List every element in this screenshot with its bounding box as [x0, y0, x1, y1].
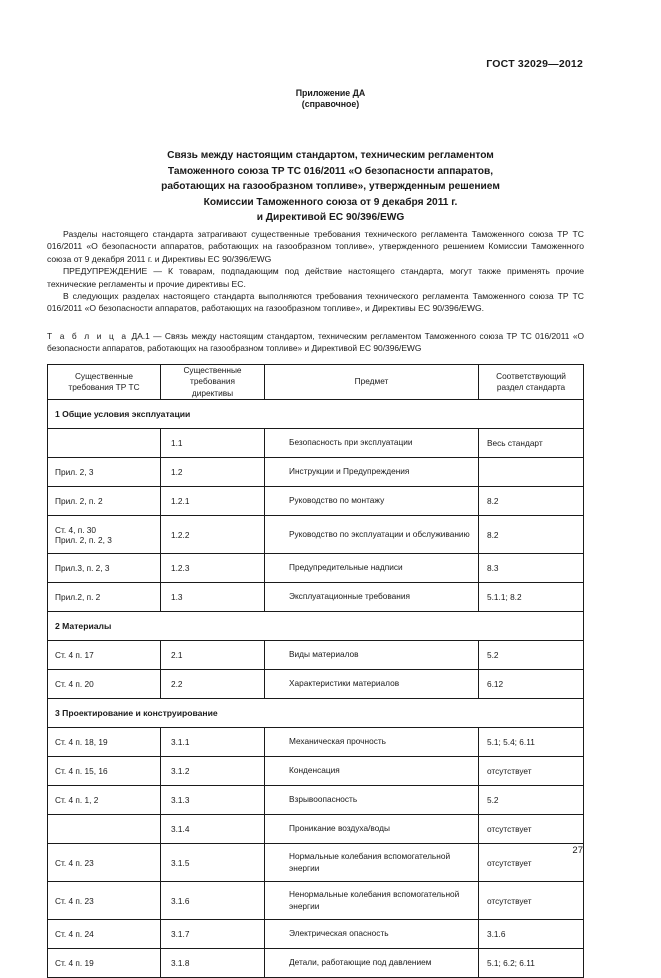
cell-corresponding-section: 6.12 [479, 670, 584, 699]
column-header-corresponding-section [479, 365, 584, 400]
column-header-line: требования [190, 376, 235, 387]
cell-essential-requirements-directive: 3.1.7 [161, 920, 265, 949]
cell-corresponding-section: 8.2 [479, 516, 584, 554]
table-row [48, 641, 584, 670]
page-number: 27 [572, 845, 583, 856]
table-header [48, 365, 584, 400]
cell-essential-requirements-trts: Ст. 4 п. 19 [48, 949, 161, 978]
appendix-main-title [0, 148, 661, 226]
cell-subject: Конденсация [265, 757, 479, 786]
cell-essential-requirements-trts: Ст. 4 п. 1, 2 [48, 786, 161, 815]
table-section-heading-row [48, 699, 584, 728]
table-row [48, 458, 584, 487]
annex-heading-block [0, 88, 661, 111]
cell-essential-requirements-directive: 1.2 [161, 458, 265, 487]
column-header-line: Соответствующий [496, 370, 566, 381]
annex-subtitle: (справочное) [301, 99, 360, 110]
cell-subject: Механическая прочность [265, 728, 479, 757]
cell-corresponding-section: 5.1.1; 8.2 [479, 583, 584, 612]
cell-essential-requirements-directive: 1.1 [161, 429, 265, 458]
appendix-main-title-line-4: Комиссии Таможенного союза от 9 декабря 2011 г. [203, 196, 458, 208]
cell-essential-requirements-directive: 1.2.2 [161, 516, 265, 554]
cell-subject: Характеристики материалов [265, 670, 479, 699]
cell-corresponding-section: 5.2 [479, 786, 584, 815]
cell-corresponding-section: 8.3 [479, 554, 584, 583]
column-header-subject: Предмет [265, 365, 479, 400]
cell-essential-requirements-directive: 3.1.1 [161, 728, 265, 757]
cell-essential-requirements-trts: Прил.2, п. 2 [48, 583, 161, 612]
cell-subject: Детали, работающие под давлением [265, 949, 479, 978]
cell-corresponding-section: отсутствует [479, 757, 584, 786]
cell-essential-requirements-trts [48, 516, 161, 554]
table-row [48, 920, 584, 949]
cell-essential-requirements-trts: Ст. 4 п. 23 [48, 844, 161, 882]
table-caption-number: ДА.1 [131, 331, 150, 341]
cell-text-line: Ст. 4, п. 30 [55, 524, 97, 535]
cell-essential-requirements-directive: 3.1.2 [161, 757, 265, 786]
table-row [48, 757, 584, 786]
cell-essential-requirements-directive: 3.1.8 [161, 949, 265, 978]
cell-subject: Ненормальные колебания вспомогательной энергии [265, 882, 479, 920]
table-row [48, 949, 584, 978]
appendix-main-title-line-5: и Директивой ЕС 90/396/EWG [256, 212, 405, 223]
cell-subject: Предупредительные надписи [265, 554, 479, 583]
column-header-line: требования ТР ТС [68, 382, 140, 392]
cell-corresponding-section: Весь стандарт [479, 429, 584, 458]
table-section-heading: 1 Общие условия эксплуатации [48, 400, 584, 429]
cell-essential-requirements-directive: 2.1 [161, 641, 265, 670]
cell-essential-requirements-directive: 2.2 [161, 670, 265, 699]
cell-subject: Инструкции и Предупреждения [265, 458, 479, 487]
cell-essential-requirements-trts [48, 429, 161, 458]
cell-essential-requirements-directive: 1.2.1 [161, 487, 265, 516]
cell-subject: Нормальные колебания вспомогательной энергии [265, 844, 479, 882]
cell-subject: Взрывоопасность [265, 786, 479, 815]
appendix-main-title-line-3: работающих на газообразном топливе», утвержденным решением [161, 181, 500, 192]
table-section-heading-row [48, 612, 584, 641]
table-row [48, 815, 584, 844]
annex-title: Приложение ДА [295, 88, 366, 98]
column-header-essential-requirements-directive [161, 365, 265, 400]
table-row [48, 728, 584, 757]
cell-corresponding-section: 3.1.6 [479, 920, 584, 949]
table-row [48, 844, 584, 882]
cell-subject: Эксплуатационные требования [265, 583, 479, 612]
table-row [48, 786, 584, 815]
cell-subject: Руководство по эксплуатации и обслуживанию [265, 516, 479, 554]
cell-subject: Электрическая опасность [265, 920, 479, 949]
cell-corresponding-section [479, 458, 584, 487]
table-row [48, 429, 584, 458]
cell-essential-requirements-trts: Ст. 4 п. 24 [48, 920, 161, 949]
cell-essential-requirements-directive: 3.1.4 [161, 815, 265, 844]
appendix-main-title-line-2: Таможенного союза ТР ТС 016/2011 «О безопасности аппаратов, [167, 165, 494, 177]
table-caption-dash: — [153, 331, 162, 341]
table-body [48, 400, 584, 978]
appendix-main-title-line-1: Связь между настоящим стандартом, техническим регламентом [167, 150, 494, 161]
table-row [48, 516, 584, 554]
table-header-row [48, 365, 584, 400]
paragraph-3: В следующих разделах настоящего стандарта выполняются требования технического регламента Таможенного союза ТР ТС 016/2011 «О безопасности аппаратов, работающих на газообразном топливе», и Директивы ЕС 90/396/EWG. [47, 290, 584, 314]
cell-text-line: Прил. 2, п. 2, 3 [55, 534, 112, 545]
column-header-line: директивы [191, 387, 234, 398]
cell-subject: Виды материалов [265, 641, 479, 670]
cell-essential-requirements-trts: Прил. 2, 3 [48, 458, 161, 487]
table-row [48, 670, 584, 699]
table-caption-label: Т а б л и ц а [47, 331, 129, 341]
column-header-line: Существенные [183, 365, 242, 376]
table-row [48, 583, 584, 612]
column-header-line: Существенные [74, 370, 134, 381]
cell-corresponding-section: отсутствует [479, 844, 584, 882]
cell-subject: Руководство по монтажу [265, 487, 479, 516]
cell-essential-requirements-trts: Ст. 4 п. 18, 19 [48, 728, 161, 757]
cell-essential-requirements-directive: 1.3 [161, 583, 265, 612]
cell-essential-requirements-directive: 1.2.3 [161, 554, 265, 583]
cell-subject: Проникание воздуха/воды [265, 815, 479, 844]
cell-essential-requirements-trts: Прил.3, п. 2, 3 [48, 554, 161, 583]
compliance-table [47, 364, 584, 978]
column-header-line: раздел стандарта [496, 382, 566, 392]
table-row [48, 554, 584, 583]
cell-corresponding-section: отсутствует [479, 882, 584, 920]
cell-essential-requirements-trts [48, 815, 161, 844]
paragraph-1: Разделы настоящего стандарта затрагивают существенные требования технического регламента Таможенного союза ТР ТС 016/2011 «О безопасности аппаратов, работающих на газообразном топливе», утвержденного решением Комиссии Таможенного союза от 9 декабря 2011 г. и Директивы ЕС 90/396/EWG [47, 229, 584, 264]
table-section-heading: 2 Материалы [48, 612, 584, 641]
table-section-heading-row [48, 400, 584, 429]
column-header-essential-requirements-trts [48, 365, 161, 400]
cell-essential-requirements-trts: Ст. 4 п. 23 [48, 882, 161, 920]
cell-essential-requirements-trts: Ст. 4 п. 15, 16 [48, 757, 161, 786]
cell-essential-requirements-directive: 3.1.6 [161, 882, 265, 920]
cell-subject: Безопасность при эксплуатации [265, 429, 479, 458]
cell-corresponding-section: 8.2 [479, 487, 584, 516]
cell-essential-requirements-trts: Ст. 4 п. 17 [48, 641, 161, 670]
cell-corresponding-section: 5.1; 5.4; 6.11 [479, 728, 584, 757]
body-paragraphs [47, 228, 584, 315]
paragraph-2: ПРЕДУПРЕЖДЕНИЕ — К товарам, подпадающим под действие настоящего стандарта, могут также применять прочие технические регламенты и прочие директивы ЕС. [47, 266, 584, 289]
running-head-standard-number: ГОСТ 32029—2012 [486, 58, 583, 70]
cell-corresponding-section: отсутствует [479, 815, 584, 844]
cell-essential-requirements-directive: 3.1.5 [161, 844, 265, 882]
table-section-heading: 3 Проектирование и конструирование [48, 699, 584, 728]
cell-corresponding-section: 5.1; 6.2; 6.11 [479, 949, 584, 978]
cell-corresponding-section: 5.2 [479, 641, 584, 670]
table-row [48, 882, 584, 920]
table-caption [47, 331, 584, 355]
table-row [48, 487, 584, 516]
table-caption-text: Связь между настоящим стандартом, техническим регламентом Таможенного союза ТР ТС 016/2011 «О безопасности аппаратов, работающих на газообразном топливе» и Директивой ЕС 90/396/EWG [47, 331, 584, 353]
cell-essential-requirements-trts: Ст. 4 п. 20 [48, 670, 161, 699]
cell-essential-requirements-trts: Прил. 2, п. 2 [48, 487, 161, 516]
cell-essential-requirements-directive: 3.1.3 [161, 786, 265, 815]
